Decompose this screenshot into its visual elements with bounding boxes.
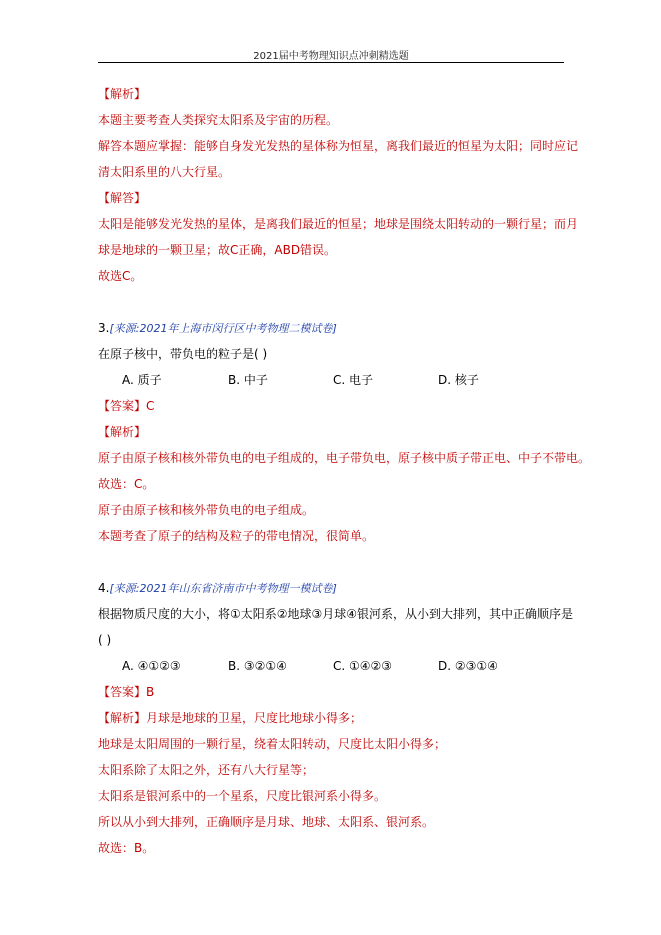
solution-line: 故选C。	[98, 269, 143, 283]
analysis-line: 本题考查了原子的结构及粒子的带电情况，很简单。	[98, 529, 375, 543]
question-3-heading	[98, 320, 337, 337]
option-c: C. ①④②③	[333, 659, 393, 673]
answer-value: B	[146, 685, 155, 699]
option-c: C. 电子	[333, 373, 374, 387]
question-number: 3.	[98, 321, 110, 335]
answer-tag: 【答案】	[98, 685, 147, 699]
analysis-line: 太阳系是银河系中的一个星系，尺度比银河系小得多。	[98, 789, 387, 803]
option-d: D. ②③①④	[438, 659, 498, 673]
analysis-line: 解答本题应掌握：能够自身发光发热的星体称为恒星，离我们最近的恒星为太阳；同时应记	[98, 139, 579, 153]
answer-tag: 【答案】	[98, 399, 147, 413]
answer-value: C	[146, 399, 155, 413]
solution-line: 太阳是能够发光发热的星体，是离我们最近的恒星；地球是围绕太阳转动的一颗行星；而月	[98, 217, 579, 231]
analysis-line: 太阳系除了太阳之外，还有八大行星等；	[98, 763, 315, 777]
answer-line	[98, 398, 154, 414]
question-number: 4.	[98, 581, 110, 595]
analysis-line	[98, 710, 362, 726]
solution-line: 球是地球的一颗卫星；故C正确，ABD错误。	[98, 243, 337, 257]
option-d: D. 核子	[438, 373, 479, 387]
question-stem-bracket: ( )	[98, 633, 112, 647]
analysis-text: 月球是地球的卫星，尺度比地球小得多；	[146, 711, 363, 725]
option-b: B. 中子	[228, 373, 268, 387]
option-a: A. ④①②③	[122, 659, 181, 673]
analysis-line: 清太阳系里的八大行星。	[98, 165, 231, 179]
option-b: B. ③②①④	[228, 659, 287, 673]
analysis-line: 所以从小到大排列，正确顺序是月球、地球、太阳系、银河系。	[98, 815, 435, 829]
question-4-heading	[98, 580, 337, 597]
analysis-tag: 【解析】	[98, 711, 147, 725]
question-source: [来源:2021年上海市闵行区中考物理二模试卷]	[109, 322, 337, 335]
analysis-line: 故选：B。	[98, 841, 155, 855]
question-stem: 根据物质尺度的大小，将①太阳系②地球③月球④银河系，从小到大排列，其中正确顺序是	[98, 607, 574, 621]
page-header-title: 2021届中考物理知识点冲刺精选题	[253, 51, 409, 62]
analysis-line: 本题主要考查人类探究太阳系及宇宙的历程。	[98, 113, 339, 127]
analysis-tag: 【解析】	[98, 87, 147, 101]
question-stem: 在原子核中，带负电的粒子是( )	[98, 347, 268, 361]
answer-line	[98, 684, 154, 700]
analysis-tag: 【解析】	[98, 425, 147, 439]
analysis-line: 原子由原子核和核外带负电的电子组成的，电子带负电，原子核中质子带正电、中子不带电。	[98, 451, 591, 465]
analysis-line: 原子由原子核和核外带负电的电子组成。	[98, 503, 315, 517]
question-source: [来源:2021年山东省济南市中考物理一模试卷]	[109, 582, 337, 595]
analysis-line: 故选：C。	[98, 477, 155, 491]
header-divider	[98, 62, 564, 63]
analysis-line: 地球是太阳周围的一颗行星，绕着太阳转动，尺度比太阳小得多；	[98, 737, 447, 751]
option-a: A. 质子	[122, 373, 162, 387]
solution-tag: 【解答】	[98, 191, 147, 205]
